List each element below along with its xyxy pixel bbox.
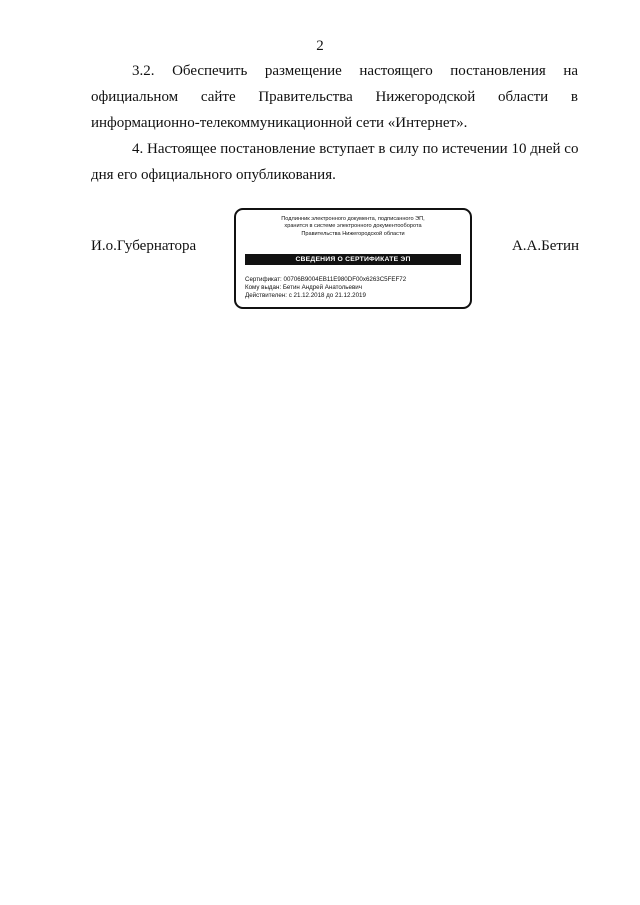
signatory-name: А.А.Бетин	[511, 238, 579, 254]
stamp-header	[242, 216, 464, 238]
stamp-details	[245, 276, 464, 299]
issued-to-label: Кому выдан:	[245, 283, 282, 291]
paragraph-line: 4. Настоящее постановление вступает в силу по истечении 10 дней со	[132, 141, 579, 157]
digital-signature-stamp	[234, 208, 472, 309]
valid-label: Действителен:	[245, 291, 287, 299]
certificate-value: 00706B9004EB11E980DF00x6263C5FEF72	[283, 276, 407, 283]
paragraph-line: 3.2. Обеспечить размещение настоящего постановления на	[132, 63, 578, 79]
signatory-position: И.о.Губернатора	[91, 238, 197, 254]
stamp-header-line: Правительства Нижегородской области	[301, 230, 405, 237]
stamp-band: СВЕДЕНИЯ О СЕРТИФИКАТЕ ЭП	[245, 254, 461, 265]
paragraph-4	[91, 136, 578, 188]
stamp-header-line: хранится в системе электронного документооборота	[284, 223, 422, 230]
certificate-label: Сертификат:	[245, 276, 282, 283]
paragraph-line: официальном сайте Правительства Нижегородской области в	[91, 89, 578, 105]
paragraph-3-2	[91, 58, 578, 136]
page-number: 2	[316, 38, 324, 54]
valid-value: с 21.12.2018 до 21.12.2019	[288, 291, 366, 299]
issued-to-value: Бетин Андрей Анатольевич	[282, 283, 362, 291]
stamp-header-line: Подлинник электронного документа, подписанного ЭП,	[281, 216, 425, 222]
certificate-row	[245, 276, 464, 284]
paragraph-line: дня его официального опубликования.	[91, 167, 336, 183]
paragraph-line: информационно-телекоммуникационной сети «Интернет».	[91, 115, 468, 131]
issued-to-row	[245, 284, 464, 292]
valid-row	[245, 292, 464, 300]
